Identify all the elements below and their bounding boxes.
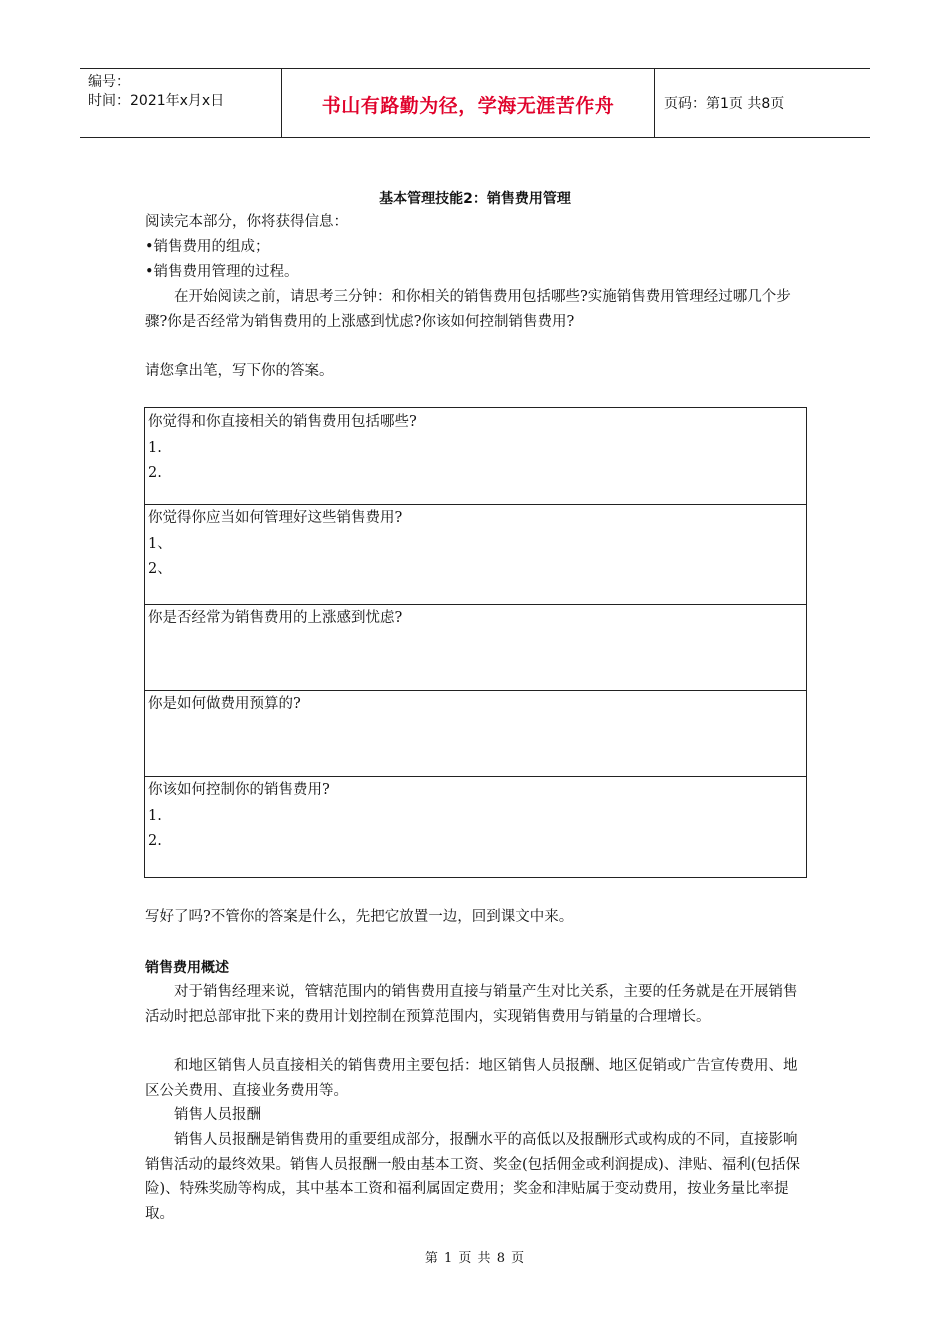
section-paragraph-2: 和地区销售人员直接相关的销售费用主要包括：地区销售人员报酬、地区促销或广告宣传费用、地区公关费用、直接业务费用等。 [145, 1058, 798, 1099]
document-title: 基本管理技能2：销售费用管理 [379, 191, 571, 207]
answer-line: 1、 [148, 536, 172, 552]
answer-table [144, 407, 807, 878]
intro-prompt: 请您拿出笔，写下你的答案。 [145, 363, 334, 379]
section-paragraph-1: 对于销售经理来说，管辖范围内的销售费用直接与销量产生对比关系，主要的任务就是在开展销售活动时把总部审批下来的费用计划控制在预算范围内，实现销售费用与销量的合理增长。 [145, 984, 798, 1025]
question-text: 你觉得和你直接相关的销售费用包括哪些? [148, 414, 417, 430]
intro-paragraph: 在开始阅读之前，请思考三分钟：和你相关的销售费用包括哪些?实施销售费用管理经过哪几个步骤?你是否经常为销售费用的上涨感到忧虑?你该如何控制销售费用? [145, 289, 791, 330]
question-cell[interactable] [145, 408, 806, 505]
section-subheading: 销售人员报酬 [174, 1107, 261, 1123]
page-header [80, 68, 870, 138]
header-meta [80, 69, 281, 137]
answer-line: 1. [148, 440, 162, 456]
after-box-text: 写好了吗?不管你的答案是什么，先把它放置一边，回到课文中来。 [145, 909, 574, 925]
intro-bullet-1: •销售费用的组成； [145, 239, 270, 255]
question-cell[interactable] [145, 776, 806, 874]
section-paragraph-3: 销售人员报酬是销售费用的重要组成部分，报酬水平的高低以及报酬形式或构成的不同，直接影响销售活动的最终效果。销售人员报酬一般由基本工资、奖金(包括佣金或利润提成)、津贴、福利(包括保险)、特殊奖励等构成，其中基本工资和福利属固定费用；奖金和津贴属于变动费用，按业务量比率提取。 [145, 1132, 800, 1222]
intro-line: 阅读完本部分，你将获得信息： [145, 214, 348, 230]
header-motto: 书山有路勤为径，学海无涯苦作舟 [321, 95, 615, 117]
answer-line: 1. [148, 808, 162, 824]
question-cell[interactable] [145, 690, 806, 777]
header-number-label: 编号： [88, 74, 130, 90]
question-text: 你是如何做费用预算的? [148, 696, 301, 712]
answer-line: 2. [148, 833, 162, 849]
page-footer: 第 1 页 共 8 页 [424, 1251, 526, 1266]
answer-line: 2、 [148, 561, 172, 577]
header-motto-cell [281, 69, 655, 137]
section-heading: 销售费用概述 [145, 960, 229, 976]
question-cell[interactable] [145, 604, 806, 691]
header-date-label: 时间：2021年x月x日 [88, 93, 225, 109]
question-text: 你觉得你应当如何管理好这些销售费用? [148, 510, 403, 526]
intro-bullet-2: •销售费用管理的过程。 [145, 264, 299, 280]
question-text: 你是否经常为销售费用的上涨感到忧虑? [148, 610, 403, 626]
question-text: 你该如何控制你的销售费用? [148, 782, 330, 798]
question-cell[interactable] [145, 504, 806, 605]
answer-line: 2. [148, 465, 162, 481]
header-page-info: 页码：第1页 共8页 [664, 96, 785, 112]
